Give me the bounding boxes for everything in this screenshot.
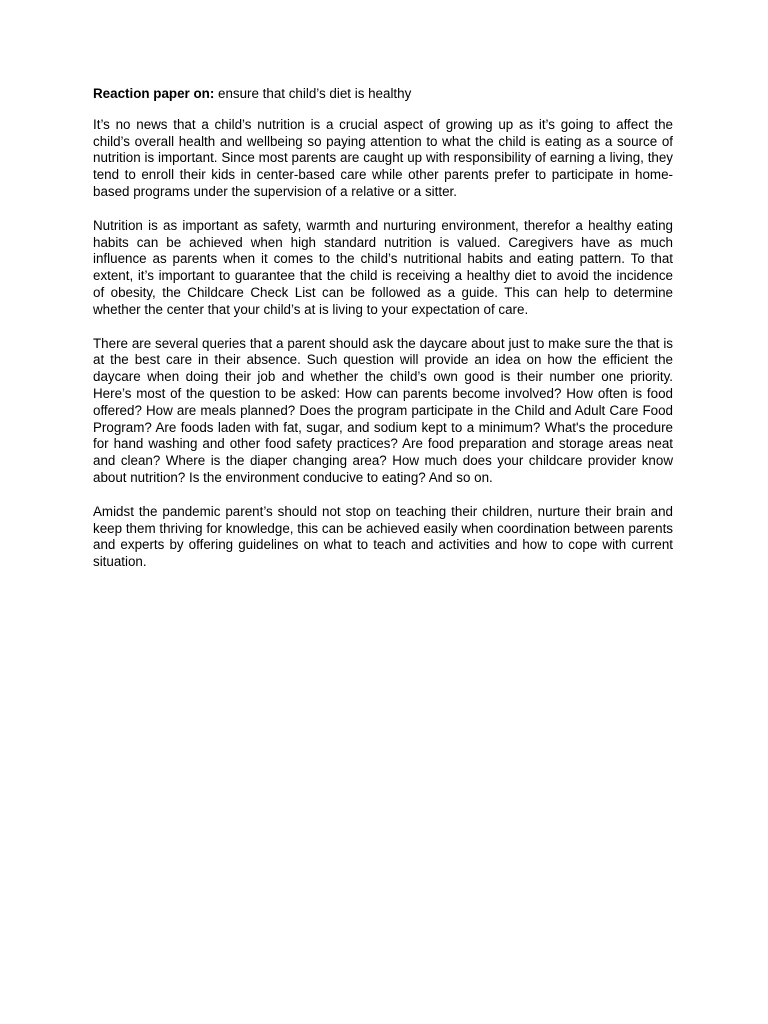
paragraph-2: Nutrition is as important as safety, warmth and nurturing environment, therefor a healthy eating habits can be achieved when high standard nutrition is valued. Caregivers have as much influence as parents when it comes to the child’s nutritional habits and eating pattern. To that extent, it’s important to guarantee that the child is receiving a healthy diet to avoid the incidence of obesity, the Childcare Check List can be followed as a guide. This can help to determine whether the center that your child’s at is living to your expectation of care. (93, 217, 673, 317)
paragraph-3: There are several queries that a parent should ask the daycare about just to make sure the that is at the best care in their absence. Such question will provide an idea on how the efficient the daycare when doing their job and whether the child’s own good is their number one priority. Here’s most of the question to be asked: How can parents become involved? How often is food offered? How are meals planned? Does the program participate in the Child and Adult Care Food Program? Are foods laden with fat, sugar, and sodium kept to a minimum? What's the procedure for hand washing and other food safety practices? Are food preparation and storage areas neat and clean? Where is the diaper changing area? How much does your childcare provider know about nutrition? Is the environment conducive to eating? And so on. (93, 335, 673, 485)
document-title (93, 86, 673, 103)
title-label: Reaction paper on: (93, 86, 215, 101)
title-text: ensure that child’s diet is healthy (214, 86, 412, 101)
paragraph-1: It’s no news that a child’s nutrition is a crucial aspect of growing up as it’s going to affect the child’s overall health and wellbeing so paying attention to what the child is eating as a source of nutrition is important. Since most parents are caught up with responsibility of earning a living, they tend to enroll their kids in center-based care while other parents prefer to participate in home-based programs under the supervision of a relative or a sitter. (93, 116, 673, 199)
paragraph-4: Amidst the pandemic parent’s should not stop on teaching their children, nurture their brain and keep them thriving for knowledge, this can be achieved easily when coordination between parents and experts by offering guidelines on what to teach and activities and how to cope with current situation. (93, 503, 673, 570)
document-page (93, 86, 673, 588)
